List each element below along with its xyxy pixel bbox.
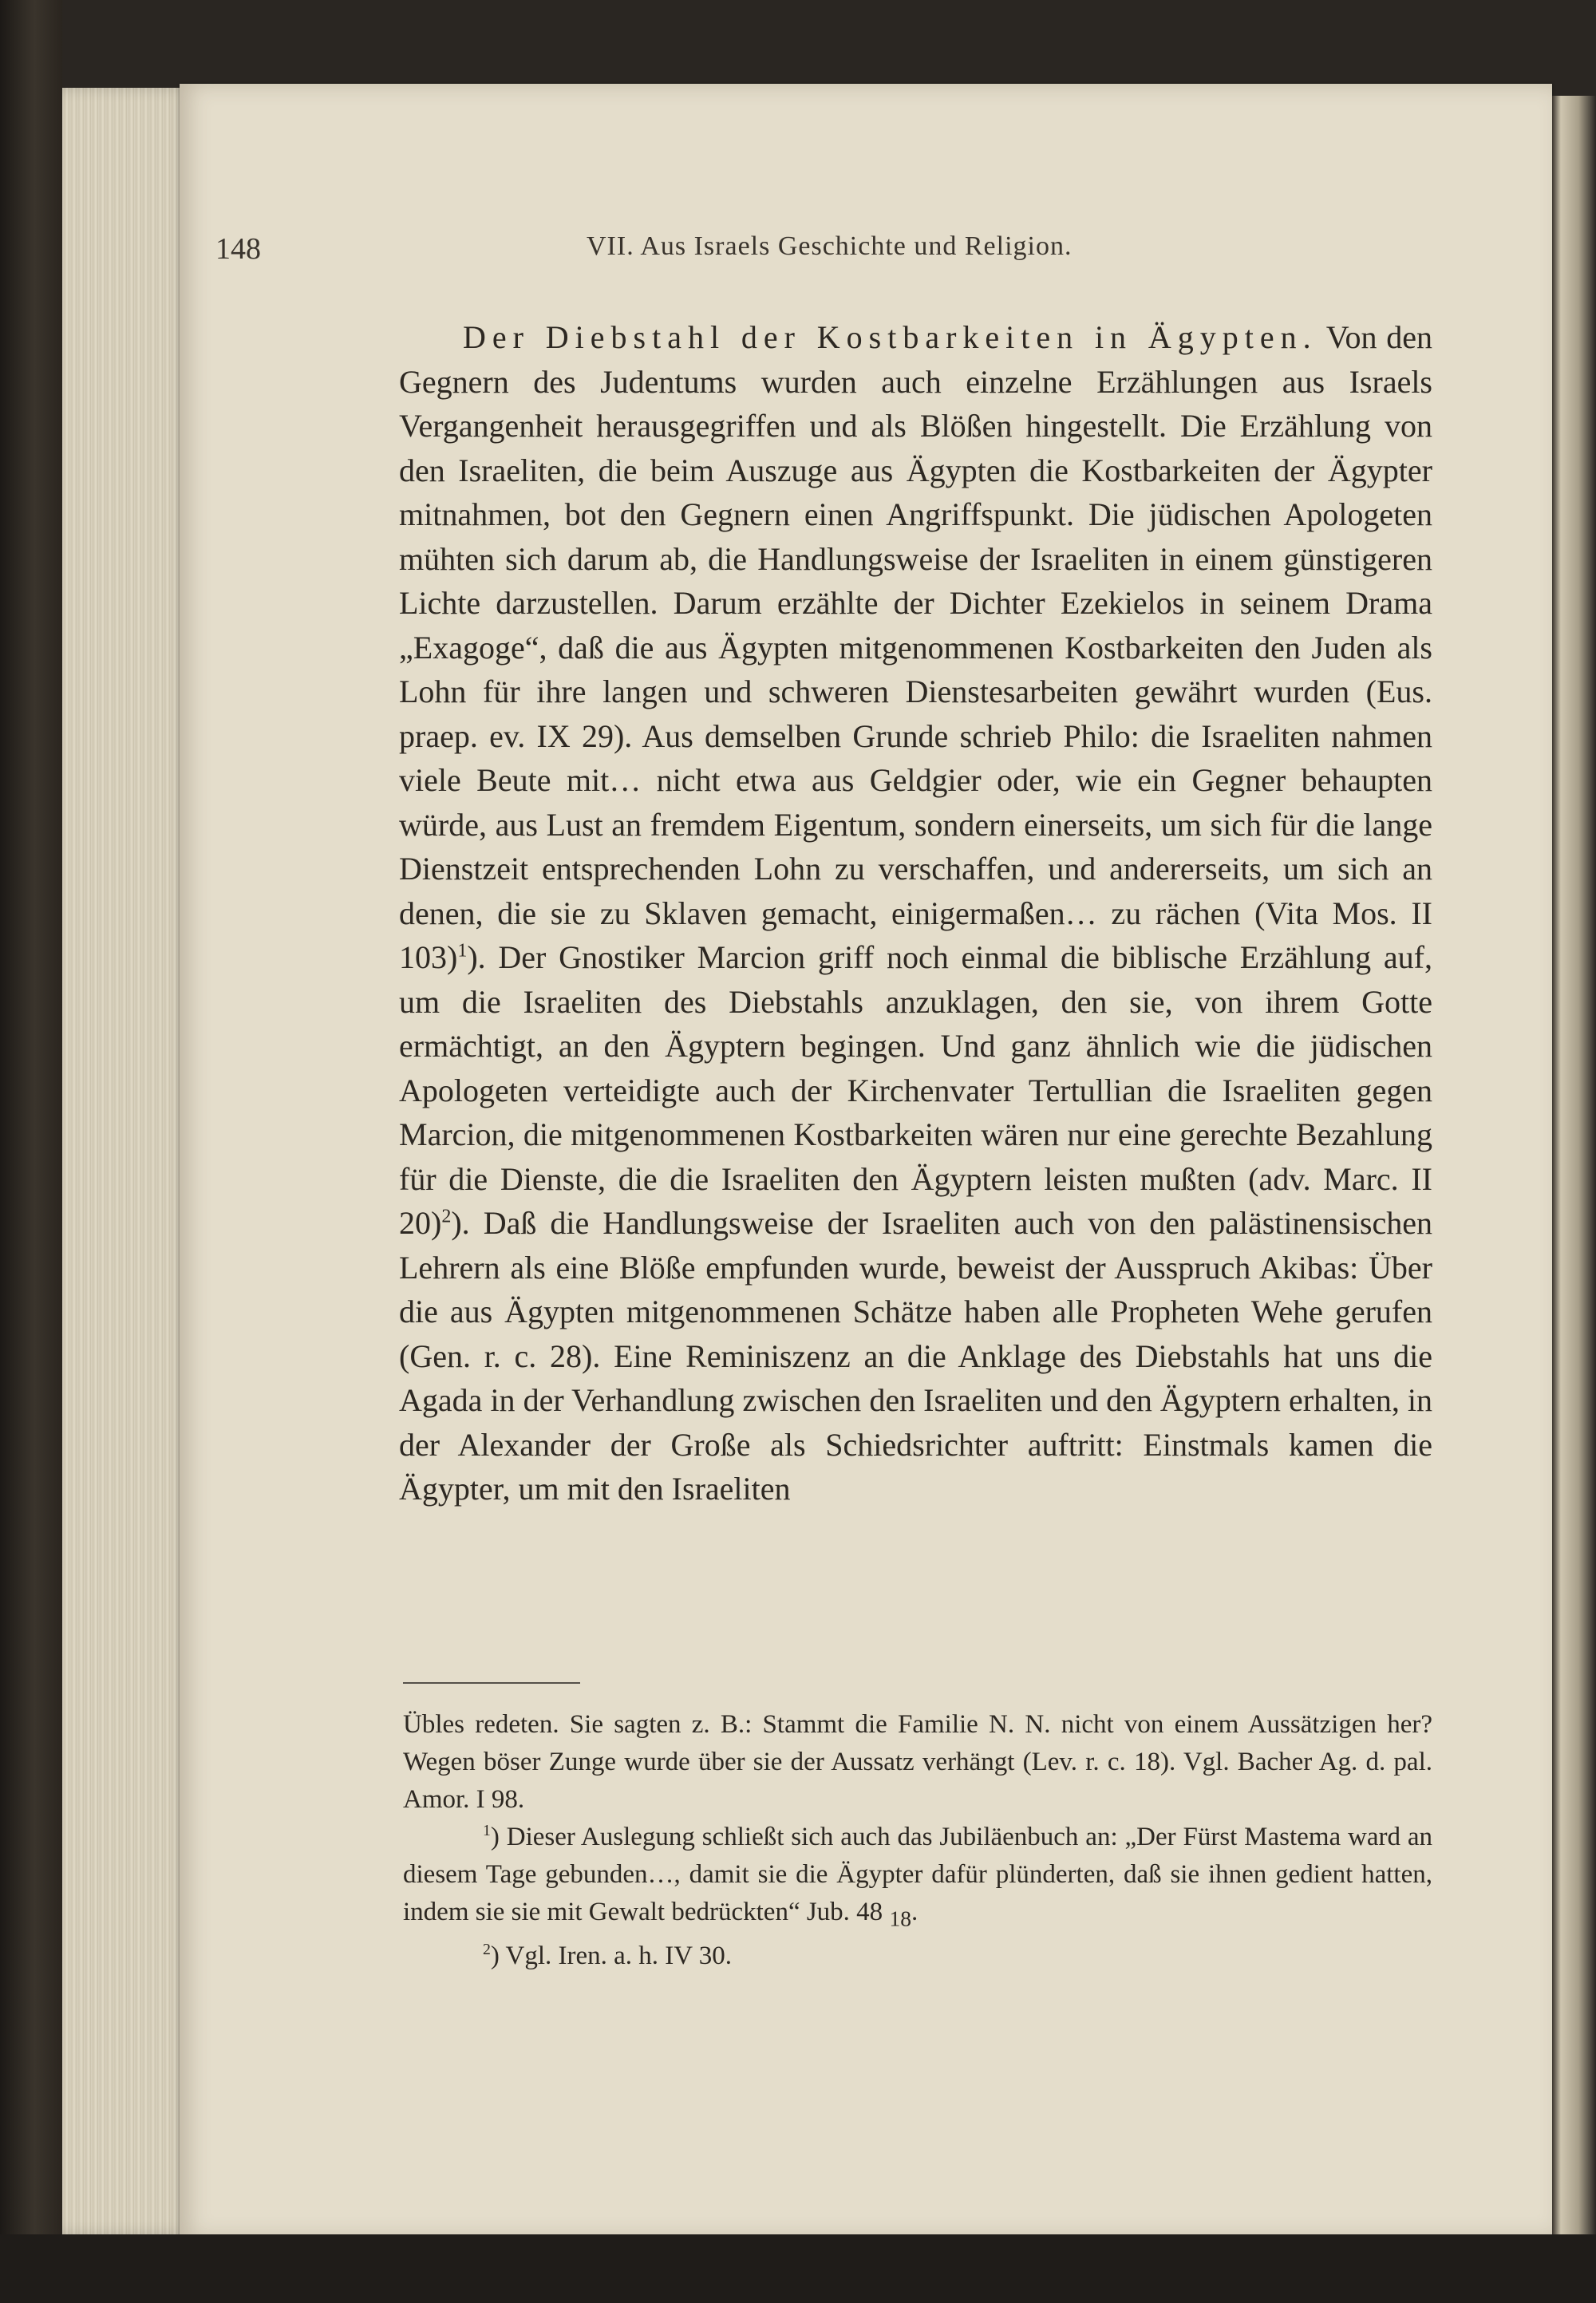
background-bottom (0, 2234, 1596, 2303)
footnote-ref-1: 1 (457, 940, 468, 962)
section-heading: Der Diebstahl der Kostbarkeiten in Ägypten. (463, 319, 1317, 355)
footnote-1-text: ) Dieser Auslegung schließt sich auch das Jubiläenbuch an: „Der Fürst Mastema ward an diesem Tage gebunden…, damit sie die Ägypter dafür plünderten, daß sie ihnen gedient hatten, indem sie sie mit Gewalt bedrückten“ Jub. 48 (403, 1823, 1432, 1926)
footnote-continuation: Übles redeten. Sie sagten z. B.: Stammt die Familie N. N. nicht von einem Aussätzigen her? Wegen böser Zunge wurde über sie der Aussatz verhängt (Lev. r. c. 18). Vgl. Bacher Ag. d. pal. Amor. I 98. (403, 1710, 1432, 1814)
footnote-1-end: . (911, 1898, 918, 1926)
footnote-1-ref: 18 (889, 1906, 911, 1931)
page-edges (62, 88, 190, 2234)
book-binding-left (0, 0, 62, 2303)
main-text (399, 315, 1432, 1511)
page-number: 148 (215, 232, 261, 266)
book-binding-right (1552, 96, 1596, 2234)
footnote-divider (403, 1682, 580, 1684)
footnote-2 (403, 1938, 1432, 1975)
running-title: VII. Aus Israels Geschichte und Religion. (587, 231, 1073, 261)
body-text-part-3: ). Daß die Handlungsweise der Israeliten auch von den palästinensischen Lehrern als eine Blöße empfunden wurde, beweist der Ausspruch Akibas: Über die aus Ägypten mitgenommenen Schätze haben alle Propheten Wehe gerufen (Gen. r. c. 28). Eine Reminiszenz an die Anklage des Diebstahls hat uns die Agada in der Verhandlung zwischen den Israeliten und den Ägyptern erhalten, in der Alexander der Große als Schiedsrichter auftritt: Einstmals kamen die Ägypter, um mit den Israeliten (399, 1205, 1432, 1507)
footnote-2-text: ) Vgl. Iren. a. h. IV 30. (490, 1941, 733, 1970)
footnote-2-mark: 2 (483, 1940, 491, 1958)
footnote-1 (403, 1819, 1432, 1938)
footnotes (403, 1706, 1432, 1975)
body-text-part-2: ). Der Gnostiker Marcion griff noch einmal die biblische Erzählung auf, um die Israeliten des Diebstahls anzuklagen, den sie, von ihrem Gotte ermächtigt, an den Ägyptern begingen. Und ganz ähnlich wie die jüdischen Apologeten verteidigte auch der Kirchenvater Tertullian die Israeliten gegen Marcion, die mitgenommenen Kostbarkeiten wären nur eine gerechte Bezahlung für die Dienste, die die Israeliten den Ägyptern leisten mußten (adv. Marc. II 20) (399, 939, 1432, 1241)
body-text-part-1: Von den Gegnern des Judentums wurden auch einzelne Erzählungen aus Israels Vergangenheit herausgegriffen und als Blößen hingestellt. Die Erzählung von den Israeliten, die beim Auszuge aus Ägypten die Kostbarkeiten der Ägypter mitnahmen, bot den Gegnern einen Angriffspunkt. Die jüdischen Apologeten mühten sich darum ab, die Handlungsweise der Israeliten in einem günstigeren Lichte darzustellen. Darum erzählte der Dichter Ezekielos in seinem Drama „Exagoge“, daß die aus Ägypten mitgenommenen Kostbarkeiten den Juden als Lohn für ihre langen und schweren Dienstesarbeiten gewährt wurden (Eus. praep. ev. IX 29). Aus demselben Grunde schrieb Philo: die Israeliten nahmen viele Beute mit… nicht etwa aus Geldgier oder, wie ein Gegner behaupten würde, aus Lust an fremdem Eigentum, sondern einerseits, um sich für die lange Dienstzeit entsprechenden Lohn zu verschaffen, und andererseits, um sich an denen, die sie zu Sklaven gemacht, einigermaßen… zu rächen (Vita Mos. II 103) (399, 319, 1433, 975)
footnote-1-mark: 1 (483, 1822, 491, 1839)
body-paragraph (399, 315, 1432, 1511)
footnote-ref-2: 2 (441, 1206, 452, 1227)
